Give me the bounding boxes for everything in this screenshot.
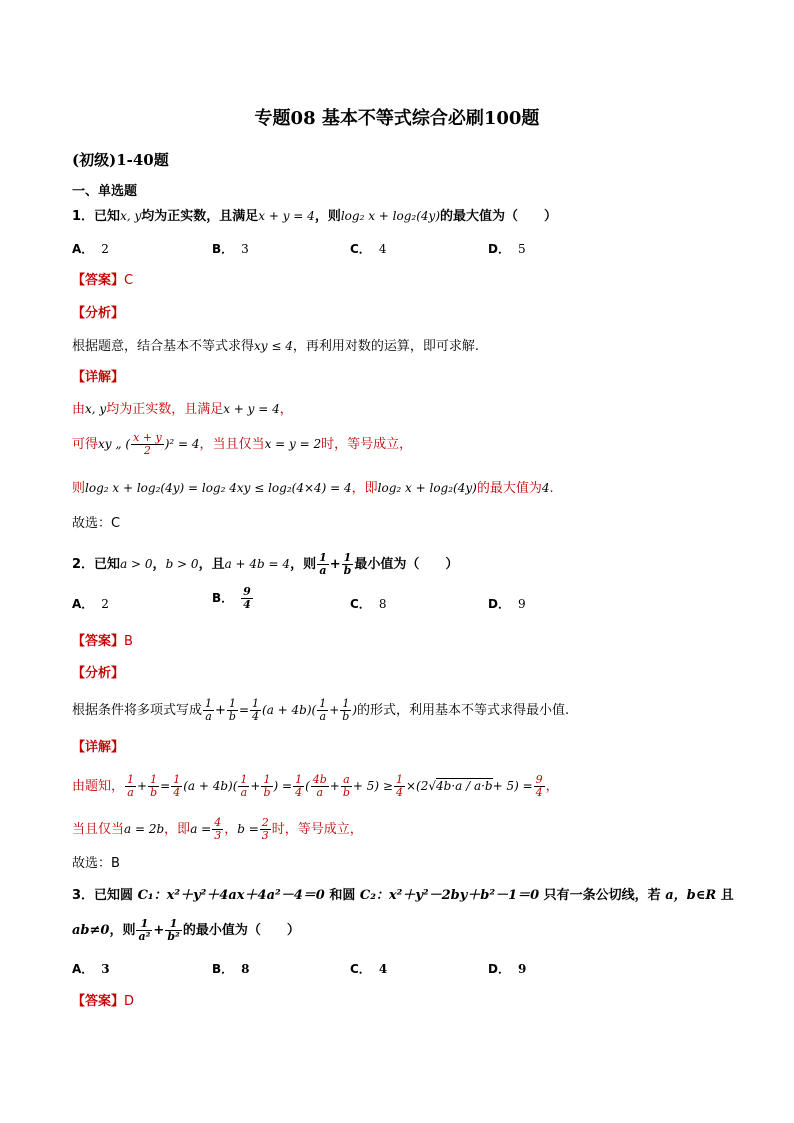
q1-detail-line-1: 由x, y均为正实数，且满足x + y = 4， [72,402,293,417]
document-title: 专题08 基本不等式综合必刷100题 [254,108,540,129]
q2-option-b: B． $\frac{9}{4}$ [212,585,251,611]
q2-choice: 故选：B [72,856,120,871]
question-2: 2．已知a > 0，b > 0，且a + 4b = 4，则 $\frac{1}{a}$ + $\frac{1}{b}$ 最小值为（ ） [72,551,459,577]
q2-detail-line-2: 当且仅当a = 2b，即a = $\frac{4}{3}$ ，b = $\frac{2}{3}$ 时，等号成立， [72,816,363,842]
q2-analysis-label: 【分析】 [72,666,125,681]
q3-answer: 【答案】D [72,994,135,1009]
q1-option-c: C． 4 [350,242,387,256]
question-1: 1．已知x, y均为正实数，且满足x + y = 4，则log₂ x + log₂(4y)的最大值为（ ） [72,209,558,224]
q1-answer: 【答案】C [72,273,134,288]
q2-option-c: C． 8 [350,597,387,611]
question-3-line-1: 3．已知圆 C₁：x²＋y²＋4ax＋4a²－4＝0 和圆 C₂：x²＋y²－2by＋b²－1＝0 只有一条公切线，若 a，b∈R 且 [72,888,734,903]
q3-option-a: A． 3 [72,962,110,976]
question-3-line-2: ab≠0，则 $\frac{1}{\text{a²}}$ + $\frac{1}{\text{b²}}$ 的最小值为（ ） [72,917,300,943]
q1-detail-line-3: 则log₂ x + log₂(4y) = log₂ 4xy ≤ log₂(4×4) = 4，即log₂ x + log₂(4y)的最大值为4. [72,481,554,496]
q1-option-d: D． 5 [488,242,526,256]
q1-choice: 故选：C [72,516,121,531]
q1-option-a: A． 2 [72,242,109,256]
q2-detail-line-1: 由题知， $\frac{1}{a}$ + $\frac{1}{b}$ = $\frac{1}{4}$ (a + 4b)( $\frac{1}{a}$ + $\frac{1}{b}$ ) = $\frac{1}{4}$ ( $\frac{4b}{a}$ + $\frac{a}{b}$ + 5) ≥ $\frac{1}{4}$ ×(2√4b·a / a·b+ 5) = $\frac{9}{4}$ ， [72,773,559,799]
q3-option-c: C． 4 [350,962,388,976]
q1-analysis-text: 根据题意，结合基本不等式求得xy ≤ 4，再利用对数的运算，即可求解. [72,339,480,354]
q2-answer: 【答案】B [72,634,133,649]
q1-option-b: B． 3 [212,242,249,256]
q1-detail-line-2: 可得xy „ ( $\frac{x + y}{2}$ )² = 4，当且仅当x = y = 2时，等号成立， [72,431,413,457]
q1-analysis-label: 【分析】 [72,306,125,321]
q2-option-a: A． 2 [72,597,109,611]
q2-analysis-text: 根据条件将多项式写成 $\frac{1}{a}$ + $\frac{1}{b}$ = $\frac{1}{4}$ (a + 4b)( $\frac{1}{a}$ + $\frac{1}{b}$ )的形式，利用基本不等式求得最小值. [72,697,570,723]
level-heading: (初级)1-40题 [72,151,169,169]
q3-option-b: B． 8 [212,962,250,976]
q3-option-d: D． 9 [488,962,527,976]
q2-option-d: D． 9 [488,597,526,611]
section-heading: 一、单选题 [72,184,138,199]
q1-detail-label: 【详解】 [72,370,125,385]
q2-detail-label: 【详解】 [72,740,125,755]
